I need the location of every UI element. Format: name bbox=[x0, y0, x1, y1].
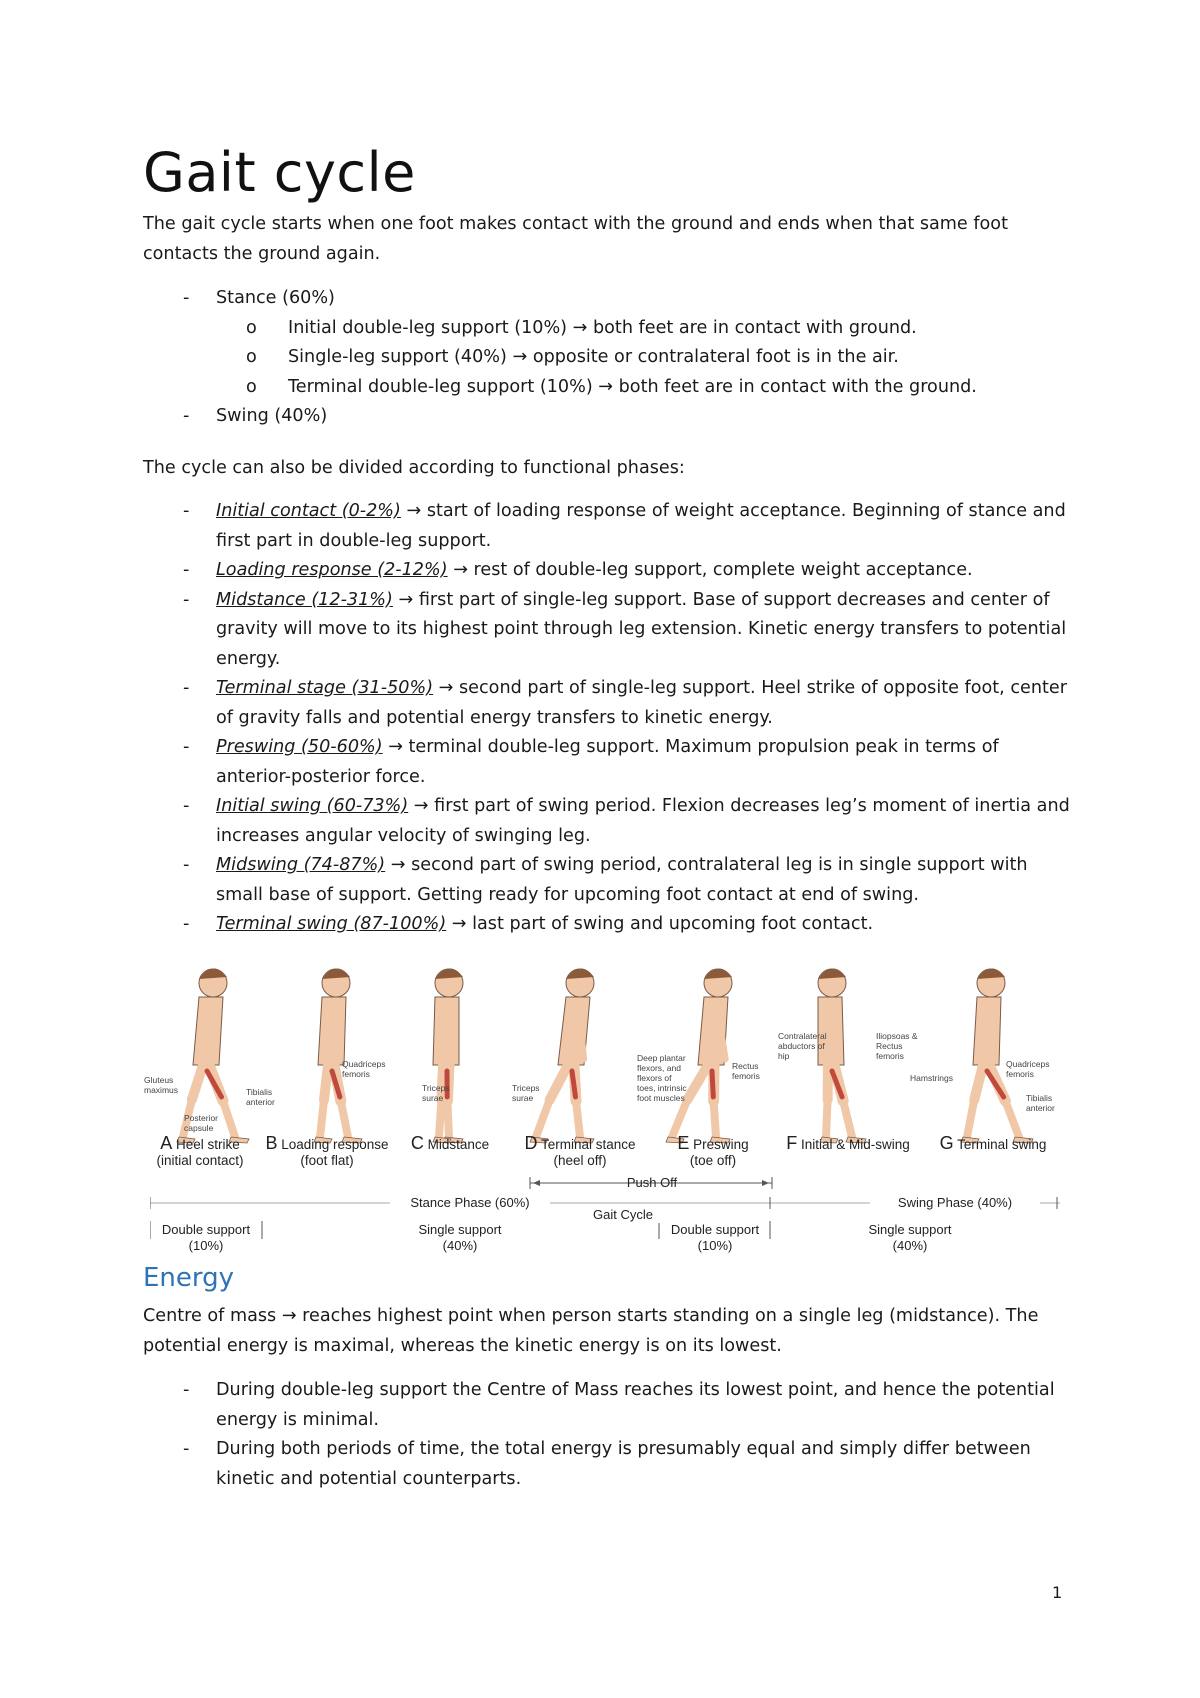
front-shin bbox=[576, 1101, 580, 1137]
arrow-icon: → bbox=[281, 1306, 297, 1326]
phase-term: Preswing (50-60%) bbox=[216, 737, 383, 757]
phase-term: Terminal swing (87-100%) bbox=[216, 914, 447, 934]
sub-desc: both feet are in contact with ground. bbox=[592, 317, 917, 338]
label-iliopsoas: Iliopsoas & Rectus femoris bbox=[876, 1031, 918, 1061]
list-item bbox=[143, 284, 1073, 402]
swing-label: Swing (40%) bbox=[216, 406, 328, 426]
stance-phase-label: Stance Phase (60%) bbox=[390, 1195, 550, 1211]
arrow-icon: → bbox=[406, 501, 422, 521]
arrow-icon: → bbox=[598, 376, 614, 397]
push-off-arrow-left bbox=[533, 1180, 540, 1186]
dash-marker: - bbox=[183, 796, 190, 816]
list-item bbox=[143, 674, 1073, 733]
list-item bbox=[143, 792, 1073, 851]
back-shin bbox=[826, 1100, 828, 1137]
label-posterior: Posterior capsule bbox=[184, 1113, 219, 1133]
front-shin bbox=[447, 1101, 449, 1137]
arrow-icon: → bbox=[453, 560, 468, 580]
dash-marker: - bbox=[183, 914, 190, 934]
arrow-icon: → bbox=[512, 347, 528, 367]
list-item bbox=[143, 314, 1073, 344]
label-deep-flexors: Deep plantar flexors, and flexors of toes, intrinsic foot muscles bbox=[637, 1053, 687, 1103]
list-item bbox=[143, 402, 1073, 432]
push-off-label: Push Off bbox=[626, 1175, 678, 1190]
dash-marker: - bbox=[183, 1439, 190, 1459]
gait-cycle-label: Gait Cycle bbox=[568, 1207, 678, 1223]
arm bbox=[989, 1003, 992, 1059]
energy-paragraph bbox=[143, 1302, 1063, 1361]
page-title: Gait cycle bbox=[143, 141, 416, 204]
push-off-arrow-right bbox=[762, 1180, 769, 1186]
energy-heading: Energy bbox=[143, 1263, 235, 1293]
phase-term: Initial swing (60-73%) bbox=[216, 796, 409, 816]
phase-desc: terminal double-leg support. Maximum propulsion peak in terms of anterior-posterior force. bbox=[216, 737, 999, 787]
back-shin bbox=[536, 1100, 550, 1137]
label-gluteus: Gluteus maximus bbox=[144, 1075, 179, 1095]
sub-desc: opposite or contralateral foot is in the air. bbox=[532, 347, 899, 367]
arrow-icon: → bbox=[388, 737, 403, 757]
phase-term: Midstance (12-31%) bbox=[216, 589, 393, 610]
sub-desc: both feet are in contact with the ground. bbox=[618, 376, 977, 397]
bullet-marker: o bbox=[246, 376, 257, 397]
phase-desc: rest of double-leg support, complete weight acceptance. bbox=[473, 560, 973, 580]
phase-term: Loading response (2-12%) bbox=[216, 560, 448, 580]
back-thigh bbox=[192, 1065, 203, 1100]
arrow-icon: → bbox=[390, 855, 406, 875]
label-triceps-2: Triceps surae bbox=[512, 1083, 540, 1103]
muscle-highlight bbox=[572, 1071, 576, 1097]
back-shin bbox=[672, 1100, 687, 1137]
single-support-2: Single support (40%) bbox=[868, 1222, 952, 1253]
back-thigh bbox=[974, 1065, 983, 1100]
stage-label-g: G Terminal swing bbox=[939, 1133, 1047, 1153]
stage-label-f: F Initial & Mid-swing bbox=[786, 1133, 910, 1153]
list-item bbox=[143, 343, 1073, 373]
intro-paragraph: The gait cycle starts when one foot makes contact with the ground and ends when that same foot contacts the ground again. bbox=[143, 214, 1008, 264]
stage-label-e: E Preswing (toe off) bbox=[677, 1133, 749, 1168]
list-item bbox=[143, 1435, 1073, 1494]
dash-marker: - bbox=[183, 501, 190, 521]
arrow-icon: → bbox=[451, 914, 467, 934]
walker-d bbox=[530, 968, 594, 1143]
walker-b bbox=[314, 968, 362, 1143]
functional-list bbox=[143, 497, 1073, 940]
dash-marker: - bbox=[183, 560, 190, 580]
label-triceps-1: Triceps surae bbox=[422, 1083, 450, 1103]
list-item bbox=[143, 556, 1073, 586]
label-hamstrings: Hamstrings bbox=[910, 1073, 953, 1083]
stage-label-d: D Terminal stance (heel off) bbox=[524, 1133, 636, 1168]
front-shin bbox=[1005, 1101, 1019, 1137]
label-quadriceps-2: Quadriceps femoris bbox=[1006, 1059, 1050, 1079]
list-item bbox=[143, 497, 1073, 556]
energy-item-text: During double-leg support the Centre of Mass reaches its lowest point, and hence the potential energy is minimal. bbox=[216, 1380, 1055, 1430]
back-shin bbox=[439, 1100, 441, 1137]
dash-marker: - bbox=[183, 589, 190, 610]
phase-desc: first part of swing period. Flexion decreases leg’s moment of inertia and increases angular velocity of swinging leg. bbox=[216, 796, 1070, 846]
muscle-highlight bbox=[712, 1071, 713, 1097]
double-support-2: Double support (10%) bbox=[670, 1222, 760, 1253]
page-number: 1 bbox=[1052, 1583, 1063, 1602]
bullet-marker: o bbox=[246, 347, 257, 367]
single-support-1: Single support (40%) bbox=[418, 1222, 502, 1253]
bullet-marker: o bbox=[246, 317, 257, 338]
front-shin bbox=[714, 1101, 716, 1137]
dash-marker: - bbox=[183, 288, 190, 308]
walker-g bbox=[961, 968, 1033, 1143]
arrow-icon: → bbox=[572, 317, 588, 338]
swing-phase-label: Swing Phase (40%) bbox=[870, 1195, 1040, 1211]
arm bbox=[211, 1003, 214, 1059]
dash-marker: - bbox=[183, 678, 190, 698]
energy-lead: Centre of mass bbox=[143, 1306, 277, 1326]
list-item bbox=[143, 851, 1073, 910]
phase-term: Midswing (74-87%) bbox=[216, 855, 386, 875]
stage-label-b: B Loading response (foot flat) bbox=[265, 1133, 389, 1168]
functional-intro: The cycle can also be divided according to functional phases: bbox=[143, 458, 685, 478]
dash-marker: - bbox=[183, 737, 190, 757]
back-thigh bbox=[324, 1065, 328, 1100]
sub-label: Terminal double-leg support (10%) bbox=[288, 376, 593, 397]
stage-label-c: C Midstance bbox=[410, 1133, 490, 1153]
phase-desc: second part of swing period, contralateral leg is in single support with small base of support. Getting ready for upcoming foot contact at end of swing. bbox=[216, 855, 1028, 905]
list-item bbox=[143, 910, 1073, 940]
arrow-icon: → bbox=[413, 796, 429, 816]
sub-label: Initial double-leg support (10%) bbox=[288, 317, 568, 338]
back-thigh bbox=[550, 1065, 568, 1100]
label-quadriceps: Quadriceps femoris bbox=[342, 1059, 386, 1079]
phase-desc: first part of single-leg support. Base of support decreases and center of gravity will move to its highest point through leg extension. Kinetic energy transfers to potential energy. bbox=[216, 589, 1067, 669]
energy-list bbox=[143, 1376, 1073, 1494]
list-item bbox=[143, 1376, 1073, 1435]
phase-term: Initial contact (0-2%) bbox=[216, 501, 401, 521]
back-shin bbox=[320, 1100, 324, 1137]
label-contralateral: Contralateral abductors of hip bbox=[778, 1031, 827, 1061]
dash-marker: - bbox=[183, 855, 190, 875]
list-item bbox=[143, 373, 1073, 403]
arrow-icon: → bbox=[438, 678, 454, 698]
phase-desc: start of loading response of weight acceptance. Beginning of stance and first part in double-leg support. bbox=[216, 501, 1066, 551]
gait-cycle-figure bbox=[144, 955, 1060, 1260]
list-item bbox=[143, 586, 1073, 675]
energy-item-text: During both periods of time, the total energy is presumably equal and simply differ between kinetic and potential counterparts. bbox=[216, 1439, 1031, 1489]
phase-term: Terminal stage (31-50%) bbox=[216, 678, 434, 698]
stage-label-a: A Heel strike (initial contact) bbox=[156, 1133, 244, 1168]
label-tibialis-2: Tibialis anterior bbox=[1026, 1093, 1055, 1113]
phases-list bbox=[143, 284, 1073, 432]
stance-label: Stance (60%) bbox=[216, 288, 335, 308]
stance-sublist bbox=[216, 314, 1073, 403]
arrow-icon: → bbox=[398, 589, 414, 610]
dash-marker: - bbox=[183, 1380, 190, 1400]
list-item bbox=[143, 733, 1073, 792]
front-shin bbox=[341, 1101, 348, 1137]
walker-c bbox=[433, 968, 463, 1143]
energy-rest: reaches highest point when person starts standing on a single leg (midstance). The potential energy is maximal, whereas the kinetic energy is on its lowest. bbox=[143, 1306, 1039, 1356]
front-shin bbox=[843, 1101, 852, 1137]
double-support-1: Double support (10%) bbox=[161, 1222, 251, 1253]
back-shin bbox=[967, 1100, 974, 1137]
dash-marker: - bbox=[183, 406, 190, 426]
label-tibialis: Tibialis anterior bbox=[246, 1087, 275, 1107]
sub-label: Single-leg support (40%) bbox=[288, 347, 507, 367]
phase-desc: second part of single-leg support. Heel strike of opposite foot, center of gravity falls and potential energy transfers to kinetic energy. bbox=[216, 678, 1067, 728]
phase-desc: last part of swing and upcoming foot contact. bbox=[472, 914, 874, 934]
label-rectus: Rectus femoris bbox=[732, 1061, 760, 1081]
